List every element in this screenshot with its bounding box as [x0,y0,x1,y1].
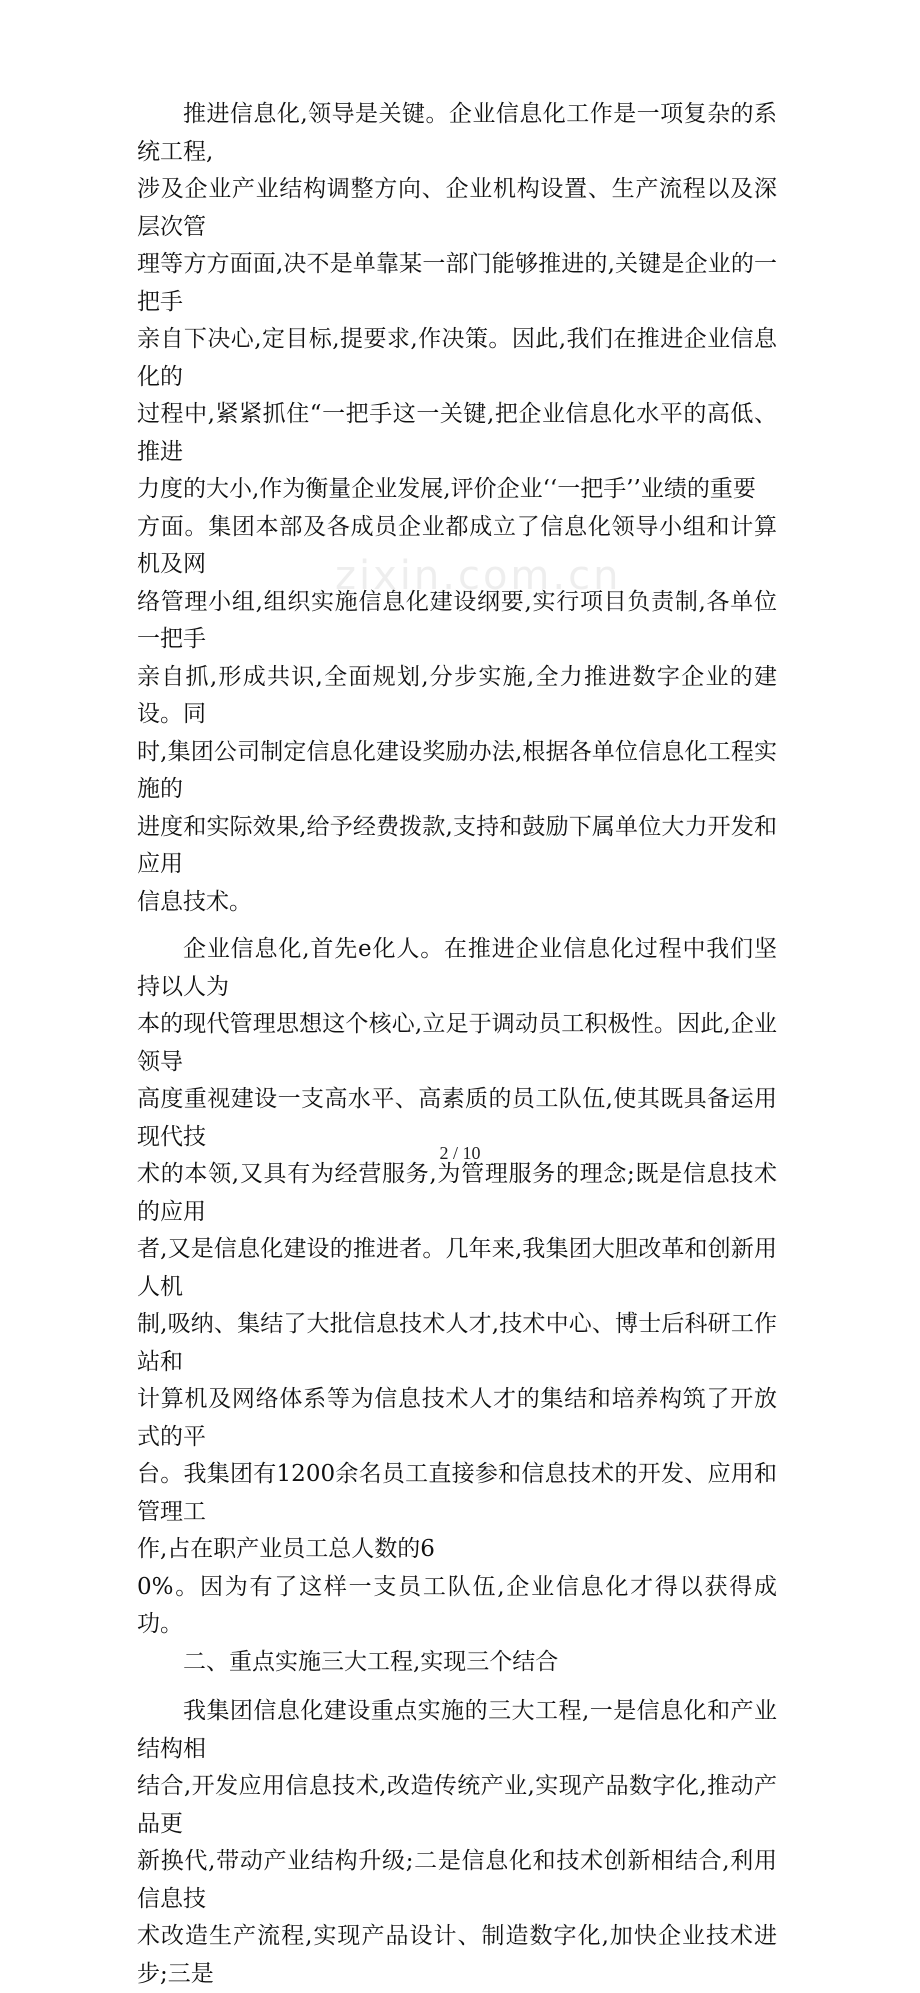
page-number: 2 / 10 [439,1143,481,1163]
paragraph-leadership: 推进信息化,领导是关键。企业信息化工作是一项复杂的系统工程, 涉及企业产业结构调整方向、企业机构设置、生产流程以及深层次管 理等方方面面,决不是单靠某一部门能够推进的,关键是企业的一把手 亲自下决心,定目标,提要求,作决策。因此,我们在推进企业信息化的 过程中,紧紧抓住“一把手这一关键,把企业信息化水平的高低、推进 力度的大小,作为衡量企业发展,评价企业‘‘一把手’’业绩的重要 方面。集团本部及各成员企业都成立了信息化领导小组和计算机及网 络管理小组,组织实施信息化建设纲要,实行项目负责制,各单位一把手 亲自抓,形成共识,全面规划,分步实施,全力推进数字企业的建设。同 时,集团公司制定信息化建设奖励办法,根据各单位信息化工程实施的 进度和实际效果,给予经费拨款,支持和鼓励下属单位大力开发和应用 信息技术。 [137,101,777,915]
paragraph-people-first: 企业信息化,首先e化人。在推进企业信息化过程中我们坚持以人为 本的现代管理思想这个核心,立足于调动员工积极性。因此,企业领导 高度重视建设一支高水平、高素质的员工队伍,使其既具备运用现代技 术的本领,又具有为经营服务,为管理服务的理念;既是信息技术的应用 者,又是信息化建设的推进者。几年来,我集团大胆改革和创新用人机 制,吸纳、集结了大批信息技术人才,技术中心、博士后科研工作站和 计算机及网络体系等为信息技术人才的集结和培养构筑了开放式的平 台。我集团有1200余名员工直接参和信息技术的开发、应用和管理工 作,占在职产业员工总人数的6 0%。因为有了这样一支员工队伍,企业信息化才得以获得成功。 [137,936,777,1637]
paragraph-three-projects: 我集团信息化建设重点实施的三大工程,一是信息化和产业结构相 结合,开发应用信息技术,改造传统产业,实现产品数字化,推动产品更 新换代,带动产业结构升级;二是信息化和技术创新相结合,利用信息技 术改造生产流程,实现产品设计、制造数字化,加快企业技术进步;三是 [137,1698,777,1987]
watermark: zixin.com.cn [335,553,622,599]
document-body [137,96,777,1993]
section-heading: 二、重点实施三大工程,实现三个结合 [183,1648,559,1675]
